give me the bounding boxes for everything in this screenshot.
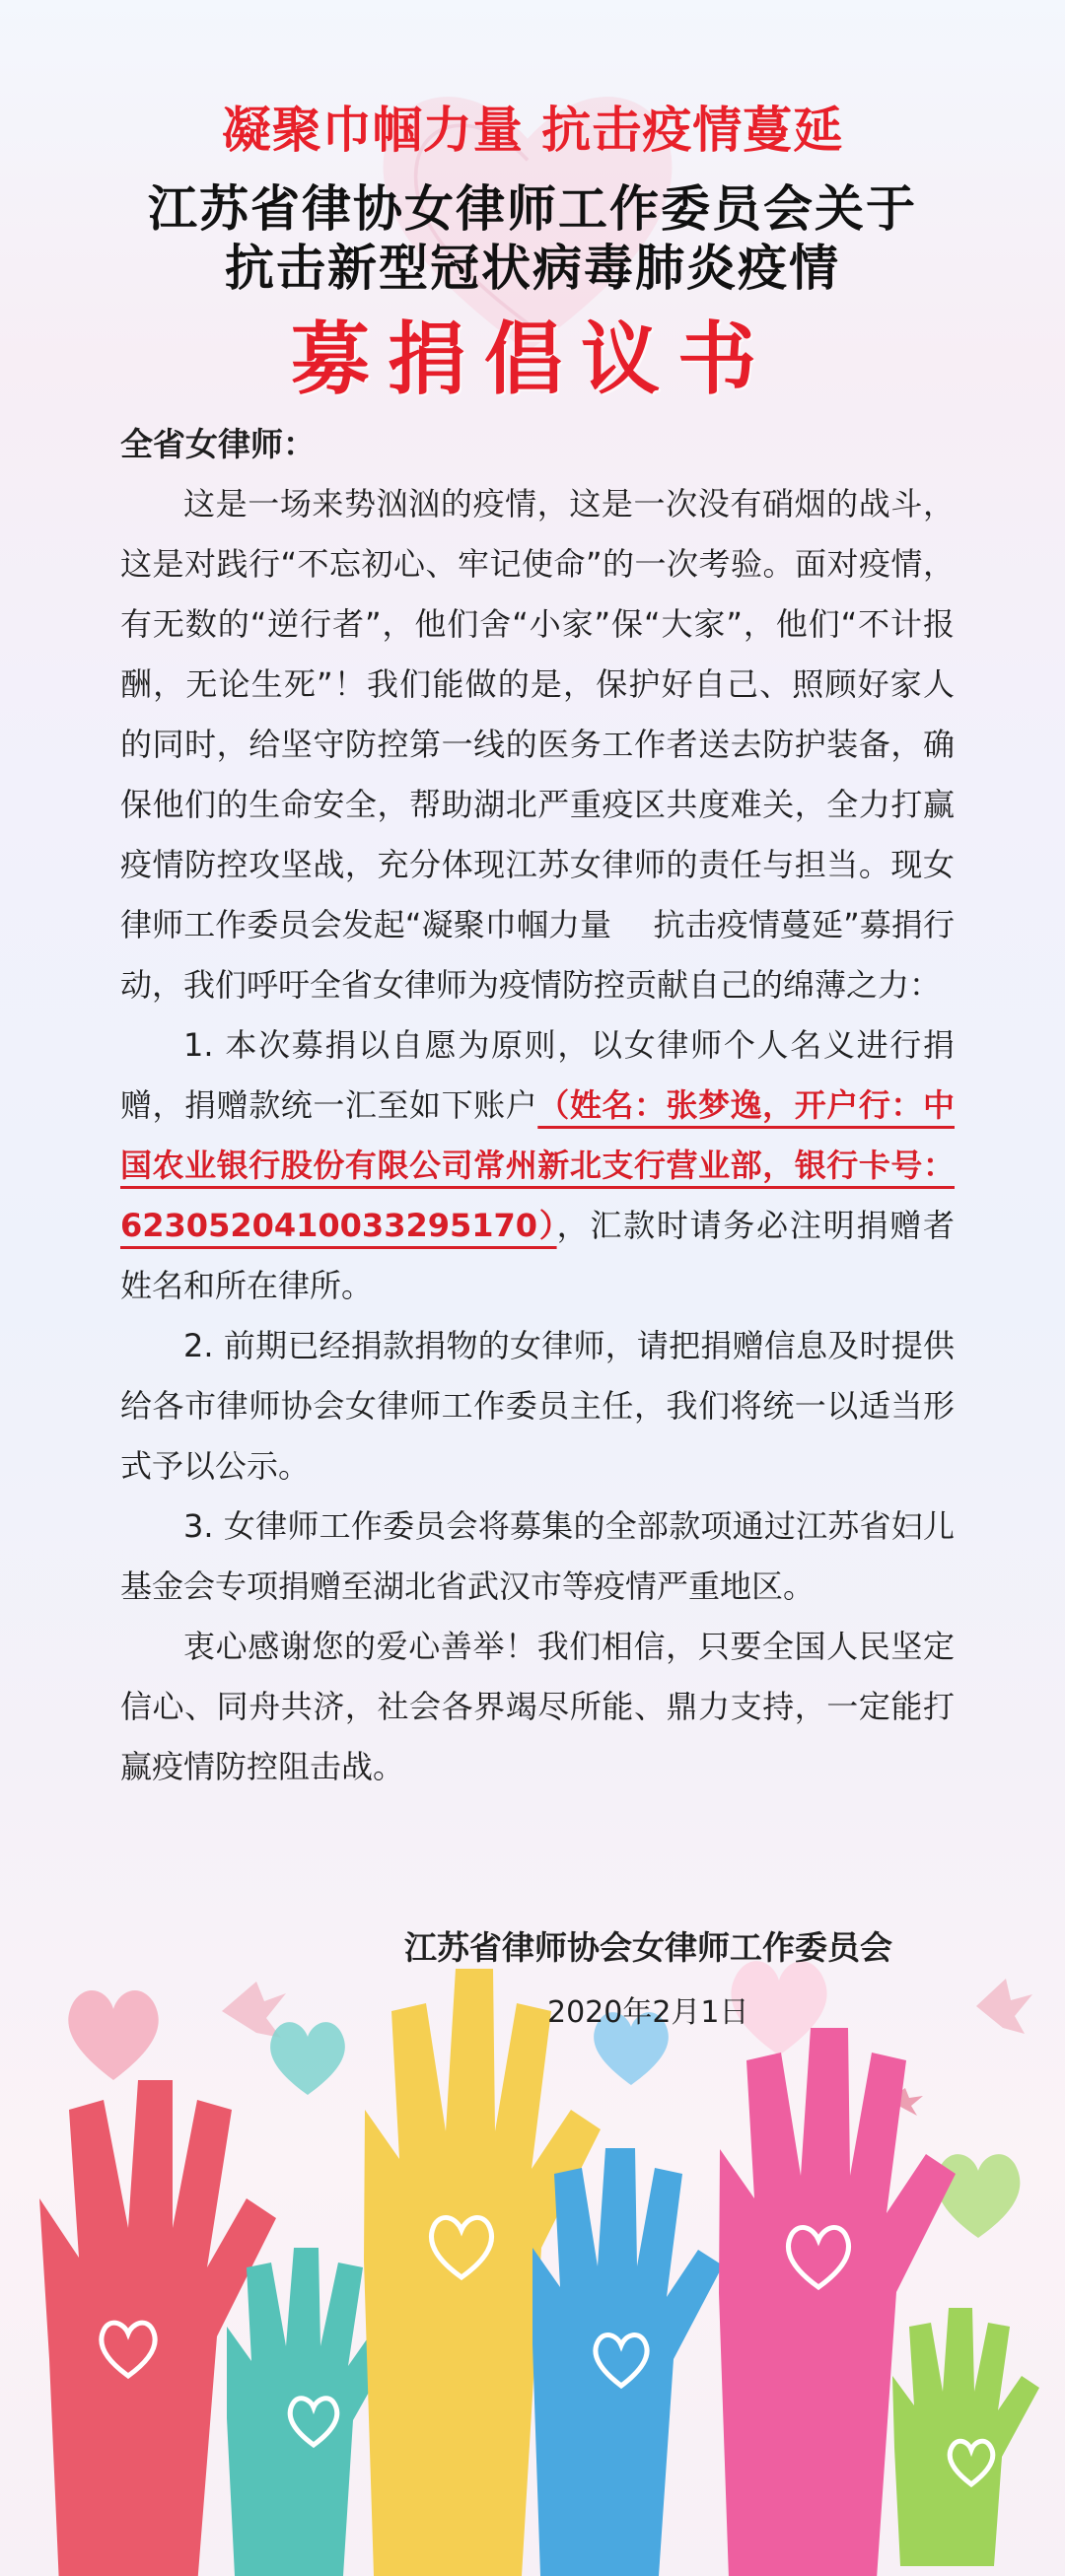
signature-date: 2020年2月1日 (547, 1995, 749, 2030)
letter-body (120, 414, 955, 1797)
signature-organization: 江苏省律师协会女律师工作委员会 (404, 1928, 892, 1967)
closing-paragraph: 衷心感谢您的爱心善举！我们相信，只要全国人民坚定信心、同舟共济，社会各界竭尽所能、鼎力支持，一定能打赢疫情防控阻击战。 (120, 1628, 955, 1785)
salutation: 全省女律师： (120, 425, 316, 463)
page-title: 募捐倡议书 (291, 313, 774, 405)
item-2: 2. 前期已经捐款捐物的女律师，请把捐赠信息及时提供给各市律师协会女律师工作委员主任，我们将统一以适当形式予以公示。 (120, 1327, 955, 1485)
item-1 (120, 1015, 955, 1316)
item-3: 3. 女律师工作委员会将募集的全部款项通过江苏省妇儿基金会专项捐赠至湖北省武汉市等疫情严重地区。 (120, 1507, 955, 1605)
title-line-2: 抗击新型冠状病毒肺炎疫情 (225, 240, 840, 297)
title-line-1: 江苏省律协女律师工作委员会关于 (148, 180, 917, 238)
item-1-text: 1. 本次募捐以自愿为原则，以女律师个人名义进行捐赠，捐赠款统一汇至如下账户 (120, 1026, 955, 1124)
slogan-heading: 凝聚巾帼力量 抗击疫情蔓延 (221, 102, 844, 159)
item-1-remark: ，汇款时请务必注明捐赠者姓名和所在律所。 (120, 1207, 955, 1304)
paragraph-intro: 这是一场来势汹汹的疫情，这是一次没有硝烟的战斗，这是对践行“不忘初心、牢记使命”的一次考验。面对疫情，有无数的“逆行者”，他们舍“小家”保“大家”，他们“不计报酬，无论生死”！我们能做的是，保护好自己、照顾好家人的同时，给坚守防控第一线的医务工作者送去防护装备，确保他们的生命安全，帮助湖北严重疫区共度难关，全力打赢疫情防控攻坚战，充分体现江苏女律师的责任与担当。现女律师工作委员会发起“凝聚巾帼力量 抗击疫情蔓延”募捐行动，我们呼吁全省女律师为疫情防控贡献自己的绵薄之力： (120, 485, 955, 1004)
bank-account-info: （姓名：张梦逸，开户行：中国农业银行股份有限公司常州新北支行营业部，银行卡号：6230520410033295170） (120, 1086, 955, 1244)
raised-hands-illustration (0, 1952, 1065, 2576)
